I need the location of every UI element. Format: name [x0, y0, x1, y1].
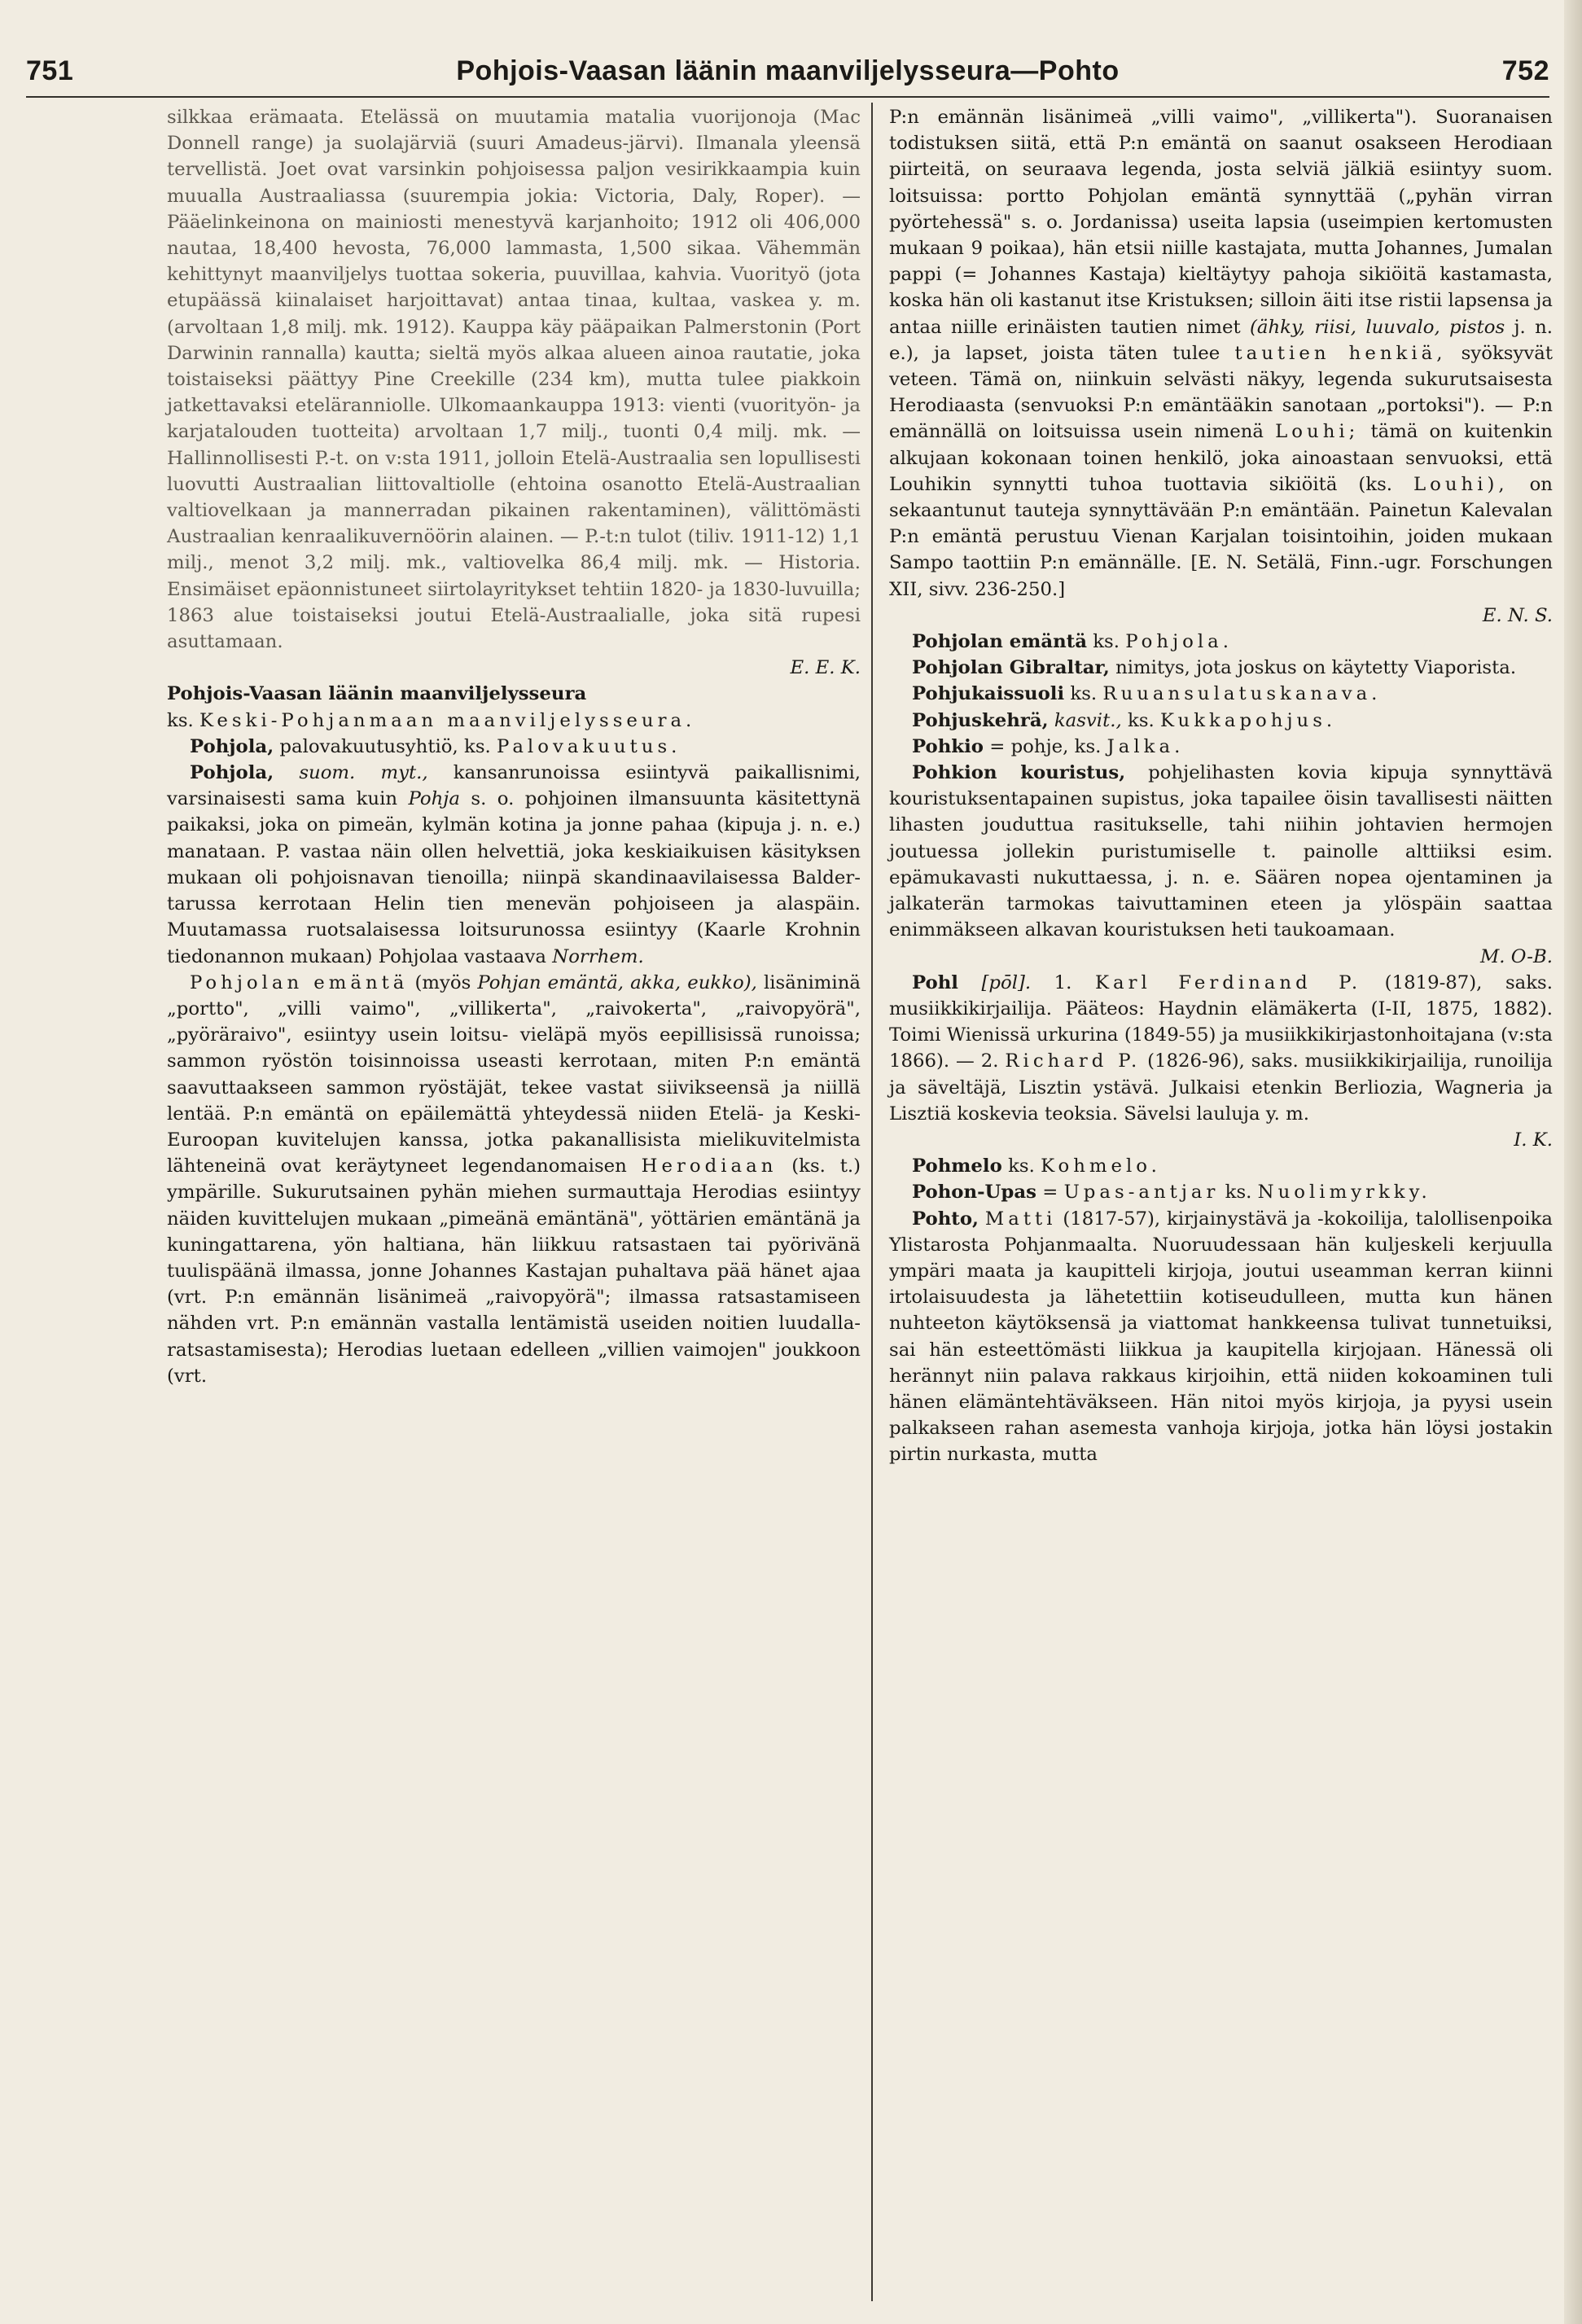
entry-pohkio: Pohkio = pohje, ks. Jalka.: [912, 735, 1185, 757]
entry-pohon-upas: Pohon-Upas = Upas-antjar ks. Nuolimyrkky.: [912, 1182, 1431, 1204]
entry-pohjola-myth: Pohjola, suom. myt., kansanrunoissa esiintyvä paikallisnimi, varsinaisesti sama kuin Pohja s. o. pohjoinen ilmansuunta käsitettynä paikaksi, joka on pimeän, kylmän kotina ja jonne pahaa (kipuja j. n. e.) manataan. P. vastaa näin ollen helvettiä, joka keskiaikuisen käsityksen mukaan oli pohjoisnavan tienoilla; niinpä skandinaavilaisessa Balder-tarussa kerrotaan Helin tien menevän pohjoiseen ja alaspäin. Muutamassa ruotsalaisessa loitsurunossa esiintyy (Kaarle Krohnin tiedonannon mukaan) Pohjolaa vastaava Norrhem.: [167, 762, 861, 967]
entry-maanviljelysseura: Pohjois-Vaasan läänin maanviljelysseura ks. Keski-Pohjanmaan maanviljelysseura.: [167, 683, 696, 731]
entry-pohjola-insurance: Pohjola, palovakuutusyhtiö, ks. Palovakuutus.: [190, 735, 681, 757]
header-rule: [26, 96, 1549, 98]
signature-ens: E. N. S.: [1482, 604, 1553, 626]
book-edge: [1564, 0, 1582, 2324]
right-page-number: 752: [1501, 55, 1549, 86]
left-column: [167, 104, 861, 1389]
entry-pohmelo: Pohmelo ks. Kohmelo.: [912, 1155, 1161, 1177]
entry-pohjuskehra: Pohjuskehrä, kasvit., ks. Kukkapohjus.: [912, 709, 1337, 731]
left-page-number: 751: [26, 55, 74, 86]
entry-pohjolan-emanta-main: Pohjolan emäntä (myös Pohjan emäntä, akka, eukko), lisäniminä „portto", „villi vaimo", „villikerta", „raivokerta", „raivopyörä", „pyöräraivo", esiintyy usein loitsu- vieläpä myös eepillisissä runoissa; sammon ryöstön toisinnoissa useasti kerrotaan, miten P:n emäntä saavuttaakseen sammon ryöstäjät, tekee vastat siivikseensä ja niillä lentää. P:n emäntä on epäilemättä yhteydessä niiden Etelä- ja Keski-Euroopan kuvitelujen kanssa, jotka pakanallisista mielikuvitelmista lähteneinä ovat keräytyneet legendanomaisen Herodiaan (ks. t.) ympärille. Sukurutsainen pyhän miehen surmauttaja Herodias esiintyy näiden kuvittelujen mukaan „pimeänä emäntänä", yöttärien emäntänä ja kuningattarena, yön haltiana, hän liikkuu ratsastaen tai pyörivänä tuulispäänä ilmassa, jonne Johannes Kastajan puhaltava pää hänet ajaa (vrt. P:n emännän lisänimeä „raivopyörä"; ilmassa ratsastamiseen nähden vrt. P:n emännän vastalla lentämistä useiden noitien luudalla-ratsastamisesta); Herodias luetaan edelleen „villien vaimojen" joukkoon (vrt.: [167, 971, 861, 1387]
entry-pohkion-kouristus: Pohkion kouristus, pohjelihasten kovia kipuja synnyttävä kouristuksentapainen supistus, joka tapailee öisin tavallisesti näitten lihasten jouduttua rasitukselle, tahi niihin johtavien hermojen joutuessa jollekin puristumiselle t. painolle alttiiksi esim. epämukavasti nukuttaessa, j. n. e. Säären nopea ojentaminen ja jalkaterän tarmokas taivuttaminen eteen ja ylöspäin saattaa enimmäkseen alkavan kouristuksen heti taukoamaan.: [889, 762, 1553, 941]
right-column: [889, 104, 1553, 1468]
entry-pohjolan-emanta-ref: Pohjolan emäntä ks. Pohjola.: [912, 631, 1233, 653]
entry-pohl: Pohl [pōl]. 1. Karl Ferdinand P. (1819-87), saks. musiikkikirjailija. Pääteos: Haydnin elämäkerta (I-II, 1875, 1882). Toimi Wienissä urkurina (1849-55) ja musiikkikirjastonhoitajana (v:sta 1866). — 2. Richard P. (1826-96), saks. musiikkikirjailija, runoilija ja säveltäjä, Lisztin ystävä. Julkaisi etenkin Berliozia, Wagneria ja Lisztiä koskevia teoksia. Sävelsi lauluja y. m.: [889, 971, 1554, 1125]
entry-pohjolan-emanta-continued: P:n emännän lisänimeä „villi vaimo", „villikerta"). Suoranaisen todistuksen siitä, että P:n emäntä on saanut osakseen Herodiaan piirteitä, on seuraava legenda, josta selviä jälkiä esiintyy suom. loitsuissa: portto Pohjolan emäntä synnyttää („pyhän virran pyörtehessä" s. o. Jordanissa) useita lapsia (useimpien kertomusten mukaan 9 poikaa), hän etsii niille kastajata, mutta Johannes, Jumalan pappi (= Johannes Kastaja) kieltäytyy pahoja sikiöitä kastamasta, koska hän oli kastanut itse Kristuksen; silloin äiti itse ristii lapsensa ja antaa niille erinäisten tautien nimet (ähky, riisi, luuvalo, pistos j. n. e.), ja lapset, joista täten tulee tautien henkiä, syöksyvät veteen. Tämä on, niinkuin selvästi näkyy, legenda sukurutsaisesta Herodiaasta (senvuoksi P:n emäntääkin sanotaan „portoksi"). — P:n emännällä on loitsuissa usein nimenä Louhi; tämä on kuitenkin alkujaan kokonaan toinen henkilö, joka ainoastaan senvuoksi, että Louhikin synnytti tuhoa tuottavia sikiöitä (ks. Louhi), on sekaantunut tauteja synnyttävään P:n emäntään. Painetun Kalevalan P:n emäntä perustuu Vienan Karjalan toisintoihin, joiden mukaan Sampo taottiin P:n emännälle. [E. N. Setälä, Finn.-ugr. Forschungen XII, sivv. 236-250.]: [889, 107, 1553, 600]
entry-gibraltar: Pohjolan Gibraltar, nimitys, jota joskus on käytetty Viaporista.: [912, 657, 1517, 679]
signature-eek: E. E. K.: [790, 657, 861, 679]
page-header: [26, 50, 1549, 91]
signature-ik: I. K.: [1514, 1129, 1553, 1151]
entry-pohjois-territorio-continued: silkkaa erämaata. Etelässä on muutamia matalia vuorijonoja (Mac Donnell range) ja suolajärviä (suuri Amadeus-järvi). Ilmanala yleensä tervellistä. Joet ovat varsinkin pohjoisessa paljon vesirikkaampia kuin muualla Austraaliassa (suurempia jokia: Victoria, Daly, Roper). — Pääelinkeinona on mainiosti menestyvä karjanhoito; 1912 oli 406,000 nautaa, 18,400 hevosta, 76,000 lammasta, 1,500 sikaa. Vähemmän kehittynyt maanviljelys tuottaa sokeria, puuvillaa, kahvia. Vuorityö (jota etupäässä kiinalaiset harjoittavat) antaa tinaa, kultaa, vaskea y. m. (arvoltaan 1,8 milj. mk. 1912). Kauppa käy pääpaikan Palmerstonin (Port Darwinin rannalla) kautta; sieltä myös alkaa alueen ainoa rautatie, joka toistaiseksi päättyy Pine Creekille (234 km), mutta tulee piakkoin jatkettavaksi eteläranniolle. Ulkomaankauppa 1913: vienti (vuorityön- ja karjatalouden tuotteita) arvoltaan 1,7 milj., tuonti 0,4 milj. mk. — Hallinnollisesti P.-t. on v:sta 1911, jolloin Etelä-Austraalia sen lopullisesti luovutti Austraalian liittovaltiolle (ehtoina osanotto Etelä-Austraalian valtiovelkaan ja mannerradan pikainen rakentaminen), välittömästi Austraalian kenraalikuvernöörin alainen. — P.-t:n tulot (tiliv. 1911-12) 1,1 milj., menot 3,2 milj. mk., valtiovelka 86,4 milj. mk. — Historia. Ensimäiset epäonnistuneet siirtolayritykset tehtiin 1820- ja 1830-luvuilla; 1863 alue toistaiseksi joutui Etelä-Austraalialle, joka sitä rupesi asuttamaan.: [167, 107, 861, 653]
entry-pohto: Pohto, Matti (1817-57), kirjainystävä ja -kokoilija, talollisenpoika Ylistarosta Pohjanmaalta. Nuoruudessaan hän kuljeskeli kerjuulla ympäri maata ja kaupitteli kirjoja, joutui useamman kerran kiinni irtolaisuudesta ja lähetettiin kotiseudulleen, mutta kun hänen nuhteeton käytöksensä ja viattomat hankkeensa tulivat tunnetuiksi, sai hän esteettömästi liikkua ja kaupitella kirjojaan. Hänessä oli herännyt niin palava rakkaus kirjoihin, että niiden kokoaminen tuli hänen elämäntehtäväkseen. Hän nitoi myös kirjoja, ja pyysi usein palkakseen rahan asemesta vanhoja kirjoja, jotka hän löysi jostakin pirtin nurkasta, mutta: [889, 1208, 1553, 1466]
running-title: Pohjois-Vaasan läänin maanviljelysseura—Pohto: [456, 55, 1120, 86]
signature-mob: M. O-B.: [1479, 945, 1553, 967]
entry-pohjukaissuoli: Pohjukaissuoli ks. Ruuansulatuskanava.: [912, 683, 1382, 705]
column-divider: [871, 103, 873, 2301]
